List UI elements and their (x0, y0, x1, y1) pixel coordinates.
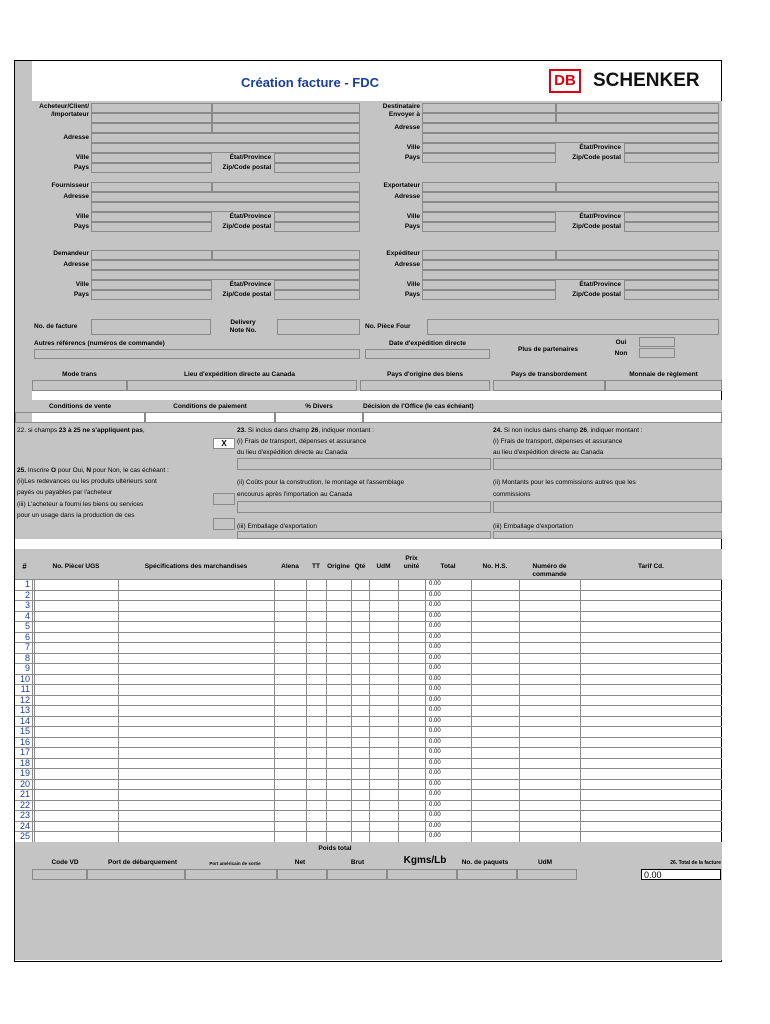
divider (274, 579, 275, 842)
note-text: Si non inclus dans champ (502, 427, 580, 434)
divider (519, 579, 520, 842)
currency-input[interactable] (605, 380, 722, 391)
address-input-2[interactable] (422, 270, 719, 280)
row-number: 16 (19, 736, 30, 747)
note-24-iii-input[interactable] (493, 531, 722, 539)
note-25-line1 (17, 467, 169, 475)
note-24-i-input[interactable] (493, 458, 722, 470)
address-input[interactable] (422, 123, 719, 133)
country-label: Pays (73, 291, 89, 298)
invoice-number-input[interactable] (91, 319, 211, 335)
row-number: 19 (19, 768, 30, 778)
address-input[interactable] (91, 260, 360, 270)
column-header: Alena (281, 563, 299, 570)
note-23-i-input[interactable] (237, 458, 491, 470)
state-input[interactable] (624, 143, 719, 153)
country-label: Pays (73, 223, 89, 230)
row-total: 0.00 (429, 759, 441, 766)
country-label: Pays (404, 154, 420, 161)
row-total: 0.00 (429, 780, 441, 787)
row-total: 0.00 (429, 728, 441, 734)
name-input-ext[interactable] (556, 182, 719, 192)
note-22-check[interactable]: X (213, 438, 235, 449)
row-total: 0.00 (429, 717, 441, 724)
name-input[interactable] (422, 103, 556, 113)
divider (580, 579, 581, 842)
zip-input[interactable] (624, 290, 719, 300)
note-text: pour Non, le cas échéant : (91, 467, 169, 474)
country-input[interactable] (422, 290, 556, 300)
name-input[interactable] (91, 250, 212, 260)
pct-various-label: % Divers (305, 403, 333, 410)
weight-unit-label: Kgms/Lb (403, 854, 447, 866)
divider (351, 579, 352, 842)
country-label: Pays (404, 291, 420, 298)
column-header: No. H.S. (482, 563, 508, 570)
note-24-ii-input[interactable] (493, 501, 722, 513)
state-label: État/Province (579, 144, 621, 151)
name-input[interactable] (91, 123, 212, 133)
row-number: 2 (24, 589, 30, 600)
yes-label: Oui (615, 339, 627, 346)
schenker-logo: SCHENKER (593, 70, 700, 91)
row-total: 0.00 (429, 738, 441, 745)
country-label: Pays (404, 223, 420, 230)
note-text: commissions (493, 491, 531, 498)
note-text: 26 (579, 427, 587, 434)
row-total: 0.00 (429, 612, 441, 619)
state-input[interactable] (624, 212, 719, 222)
sale-terms-label: Conditions de vente (48, 403, 112, 410)
port-unloading-label: Port de débarquement (108, 858, 177, 866)
address-label: Adresse (63, 261, 89, 268)
row-total: 0.00 (429, 770, 441, 776)
note-text: du lieu d'expédition directe au Canada (237, 449, 348, 456)
row-total: 0.00 (429, 791, 441, 797)
row-total: 0.00 (429, 602, 441, 608)
column-header: Prix unité (403, 555, 420, 570)
column-header: UdM (376, 563, 391, 570)
direct-ship-place-label: Lieu d'expédition directe au Canada (184, 371, 295, 378)
state-input[interactable] (274, 280, 360, 290)
note-text: 26 (311, 427, 319, 434)
address-input[interactable] (91, 192, 360, 202)
supplier-label: Fournisseur (51, 182, 89, 189)
exporter-label: Exportateur (383, 182, 420, 189)
payment-terms-input[interactable] (145, 412, 275, 423)
row-number: 7 (24, 642, 30, 652)
note-text: 22. si champs (17, 427, 59, 434)
note-text: (iii) L'acheteur a fourni les biens ou services (17, 501, 144, 508)
divider (425, 579, 426, 842)
name-input-ext[interactable] (212, 113, 360, 123)
row-number: 15 (19, 726, 30, 736)
divider (306, 579, 307, 842)
row-number-bg (15, 579, 33, 842)
footer-input[interactable] (277, 869, 327, 880)
row-number: 22 (19, 799, 30, 810)
row-total: 0.00 (429, 833, 441, 839)
zip-label: Zip/Code postal (222, 223, 272, 230)
address-input[interactable] (422, 192, 719, 202)
note-23-ii-input[interactable] (237, 501, 491, 513)
row-number: 11 (20, 684, 30, 694)
country-input[interactable] (91, 163, 212, 173)
country-label: Pays (73, 164, 89, 171)
zip-input[interactable] (274, 290, 360, 300)
state-label: État/Province (579, 213, 621, 220)
note-24-i-2 (493, 449, 603, 457)
divider (471, 579, 472, 842)
state-label: État/Province (579, 281, 621, 288)
address-label: Adresse (394, 261, 420, 268)
note-text: (i) Frais de transport, dépenses et assurance (493, 438, 623, 445)
gross-label: Brut (350, 858, 365, 866)
note-22 (17, 427, 145, 435)
divider (398, 579, 399, 842)
payment-terms-label: Conditions de paiement (173, 403, 247, 410)
note-text: O (50, 467, 57, 474)
pct-various-input[interactable] (275, 412, 363, 423)
address-label: Adresse (63, 134, 89, 141)
row-number: 8 (24, 652, 30, 663)
footer-input[interactable] (517, 869, 577, 880)
invoice-number-label: No. de facture (34, 323, 78, 330)
note-23-iii-input[interactable] (237, 531, 491, 539)
address-label: Adresse (394, 124, 420, 131)
zip-input[interactable] (274, 163, 360, 173)
row-number: 1 (24, 579, 30, 589)
note-24-i-1 (493, 438, 622, 446)
row-total: 0.00 (429, 591, 441, 598)
direct-ship-date-input[interactable] (365, 349, 490, 359)
divider (34, 579, 35, 842)
zip-label: Zip/Code postal (572, 223, 621, 230)
note-text: (ii) Montants pour les commissions autres que les (493, 479, 636, 486)
name-input-ext[interactable] (212, 250, 360, 260)
note-23-i-1 (237, 438, 366, 446)
note-text: 25. (17, 467, 27, 474)
divider (118, 579, 119, 842)
sale-terms-input[interactable] (15, 412, 145, 423)
row-number: 18 (19, 757, 30, 768)
column-header: Tarif Cd. (638, 563, 664, 570)
column-header: Qté (354, 563, 366, 570)
row-number: 25 (19, 831, 30, 841)
note-25-line2 (17, 478, 157, 486)
address-input-2[interactable] (91, 270, 360, 280)
note-text: (i) Frais de transport, dépenses et assurance (237, 438, 367, 445)
row-total: 0.00 (429, 633, 441, 640)
name-input-ext[interactable] (212, 182, 360, 192)
note-text: , (142, 427, 145, 434)
buyer-label: Acheteur/Client/ /Importateur (39, 103, 89, 118)
row-number: 9 (24, 663, 30, 673)
note-25-line5 (17, 512, 134, 520)
weight-total-label: Poids total (318, 844, 352, 852)
row-total: 0.00 (429, 623, 441, 629)
name-input-ext[interactable] (556, 103, 719, 113)
note-24-ii-2 (493, 491, 531, 499)
note-23-ii-2 (237, 491, 352, 499)
net-label: Net (294, 858, 306, 866)
footer-input[interactable] (185, 869, 277, 880)
note-23-iii (237, 523, 317, 531)
partners-yes-input[interactable] (639, 337, 675, 347)
state-input[interactable] (274, 212, 360, 222)
row-total: 0.00 (429, 822, 441, 829)
address-input[interactable] (91, 133, 360, 143)
supplier-part-label: No. Pièce Four (365, 323, 411, 330)
footer-input[interactable] (457, 869, 517, 880)
zip-input[interactable] (624, 153, 719, 163)
note-text: N (86, 467, 92, 474)
row-total: 0.00 (429, 696, 441, 703)
note-text: Si inclus dans champ (246, 427, 312, 434)
currency-label: Monnaie de règlement (629, 371, 698, 378)
note-text: pour un usage dans la production de ces (17, 512, 135, 519)
city-input[interactable] (91, 280, 212, 290)
goods-services-input[interactable] (213, 518, 235, 530)
origin-country-input[interactable] (360, 380, 490, 391)
other-refs-label: Autres référencs (numéros de commande) (34, 340, 165, 347)
note-23-ii-1 (237, 479, 404, 487)
udm-label: UdM (537, 858, 553, 866)
origin-country-label: Pays d'origine des biens (387, 371, 463, 378)
country-input[interactable] (422, 222, 556, 232)
country-input[interactable] (91, 290, 212, 300)
state-input[interactable] (624, 280, 719, 290)
note-text: au lieu d'expédition directe au Canada (493, 449, 604, 456)
note-text: , indiquer montant : (318, 427, 374, 434)
note-text: 23. (237, 427, 247, 434)
row-number: 6 (24, 631, 30, 642)
address-input-2[interactable] (91, 202, 360, 212)
note-24-head (493, 427, 643, 435)
row-number: 14 (19, 715, 30, 726)
db-logo: DB (549, 69, 581, 93)
page-title: Création facture - FDC (241, 75, 379, 90)
column-header: Origine (327, 563, 350, 570)
column-header: Numéro de commande (532, 563, 567, 578)
footer-input[interactable] (387, 869, 457, 880)
column-header: No. Pièce/ UGS (52, 563, 100, 570)
partners-no-input[interactable] (639, 348, 675, 358)
city-input[interactable] (422, 280, 556, 290)
column-header: # (22, 562, 27, 571)
note-23-head (237, 427, 374, 435)
row-total: 0.00 (429, 707, 441, 713)
row-number: 20 (19, 778, 30, 789)
note-text: 23 à 25 ne s'appliquent pas (58, 427, 143, 434)
address-label: Adresse (63, 193, 89, 200)
office-decision-input[interactable] (363, 412, 722, 423)
row-total: 0.00 (429, 675, 441, 682)
note-text: (ii) Coûts pour la construction, le montage et l'assemblage (237, 479, 405, 486)
state-label: État/Province (229, 213, 272, 220)
row-number: 23 (19, 810, 30, 820)
note-text: 24. (493, 427, 503, 434)
transship-country-label: Pays de transbordement (511, 371, 587, 378)
office-decision-label: Décision de l'Office (le cas échéant) (363, 403, 474, 410)
more-partners-label: Plus de partenaires (518, 346, 578, 353)
zip-label: Zip/Code postal (572, 291, 621, 298)
note-text: (ii)Les redevances ou les produits ultérieurs sont (17, 478, 157, 485)
state-input[interactable] (274, 153, 360, 163)
column-header: Spécifications des marchandises (144, 563, 248, 570)
city-label: Ville (75, 213, 89, 220)
address-label: Adresse (394, 193, 420, 200)
row-number: 21 (19, 789, 30, 799)
note-24-iii (493, 523, 573, 531)
city-input[interactable] (91, 153, 212, 163)
divider (369, 579, 370, 842)
transport-mode-label: Mode trans (62, 371, 97, 378)
city-input[interactable] (91, 212, 212, 222)
note-text: (iii) Emballage d'exportation (237, 523, 318, 530)
note-text: Inscrire (26, 467, 51, 474)
zip-input[interactable] (624, 222, 719, 232)
name-input-ext[interactable] (212, 103, 360, 113)
address-input-2[interactable] (91, 143, 360, 153)
row-total: 0.00 (429, 812, 441, 818)
city-input[interactable] (422, 143, 556, 153)
zip-input[interactable] (274, 222, 360, 232)
note-text: pour Oui, (56, 467, 87, 474)
state-label: État/Province (229, 154, 272, 161)
no-label: Non (614, 350, 628, 357)
transport-mode-input[interactable] (32, 380, 127, 391)
port-us-exit-label: Port américain de sortie (209, 860, 261, 866)
footer-input[interactable] (327, 869, 387, 880)
footer-input[interactable] (87, 869, 185, 880)
shipper-label: Expéditeur (386, 250, 420, 257)
row-number: 4 (24, 610, 30, 621)
transship-country-input[interactable] (493, 380, 605, 391)
row-total: 0.00 (429, 644, 441, 650)
note-text: , indiquer montant : (586, 427, 643, 434)
city-input[interactable] (422, 212, 556, 222)
note-text: encourus après l'importation au Canada (237, 491, 353, 498)
direct-ship-place-input[interactable] (127, 380, 357, 391)
city-label: Ville (75, 281, 89, 288)
zip-label: Zip/Code postal (572, 154, 621, 161)
column-header: TT (312, 563, 320, 570)
column-header: Total (440, 563, 456, 570)
row-number: 10 (19, 673, 30, 684)
invoice-total-label: 26. Total de la facture (670, 859, 721, 866)
note-text: (iii) Emballage d'exportation (493, 523, 574, 530)
invoice-form (14, 60, 722, 962)
name-input[interactable] (91, 113, 212, 123)
name-input[interactable] (422, 113, 556, 123)
divider (326, 579, 327, 842)
code-vd-label: Code VD (51, 858, 79, 866)
note-23-i-2 (237, 449, 347, 457)
other-refs-input[interactable] (34, 349, 360, 359)
row-number: 24 (19, 820, 30, 831)
note-24-ii-1 (493, 479, 636, 487)
supplier-part-input[interactable] (427, 319, 719, 335)
country-input[interactable] (91, 222, 212, 232)
row-number: 12 (19, 694, 30, 705)
city-label: Ville (75, 154, 89, 161)
city-label: Ville (406, 213, 420, 220)
note-text: payés ou payables par l'acheteur (17, 489, 113, 496)
name-input[interactable] (422, 182, 556, 192)
direct-ship-date-label: Date d'expédition directe (388, 340, 467, 347)
address-input[interactable] (422, 260, 719, 270)
name-input-ext[interactable] (556, 250, 719, 260)
address-input-2[interactable] (422, 133, 719, 143)
row-total: 0.00 (429, 801, 441, 808)
zip-label: Zip/Code postal (222, 291, 272, 298)
delivery-note-input[interactable] (277, 319, 360, 335)
name-input-ext[interactable] (212, 123, 360, 133)
name-input-ext[interactable] (556, 113, 719, 123)
name-input[interactable] (91, 103, 212, 113)
invoice-total-value: 0.00 (641, 869, 721, 880)
address-input-2[interactable] (422, 202, 719, 212)
footer-input[interactable] (32, 869, 87, 880)
city-label: Ville (406, 144, 420, 151)
delivery-note-label: Delivery Note No. (229, 319, 257, 334)
row-total: 0.00 (429, 665, 441, 671)
row-number: 13 (19, 705, 30, 715)
consignee-label: Destinataire Envoyer à (382, 103, 420, 118)
royalties-input[interactable] (213, 493, 235, 505)
row-total: 0.00 (429, 686, 441, 692)
row-number: 5 (24, 621, 30, 631)
country-input[interactable] (422, 153, 556, 163)
city-label: Ville (406, 281, 420, 288)
row-number: 3 (24, 600, 30, 610)
name-input[interactable] (422, 250, 556, 260)
note-25-line3 (17, 489, 112, 497)
zip-label: Zip/Code postal (222, 164, 272, 171)
packages-label: No. de paquets (461, 858, 509, 866)
requester-label: Demandeur (53, 250, 89, 257)
row-number: 17 (19, 747, 30, 757)
name-input[interactable] (91, 182, 212, 192)
row-total: 0.00 (429, 749, 441, 755)
row-total: 0.00 (429, 581, 441, 587)
note-25-line4 (17, 501, 143, 509)
row-total: 0.00 (429, 654, 441, 661)
state-label: État/Province (229, 281, 272, 288)
